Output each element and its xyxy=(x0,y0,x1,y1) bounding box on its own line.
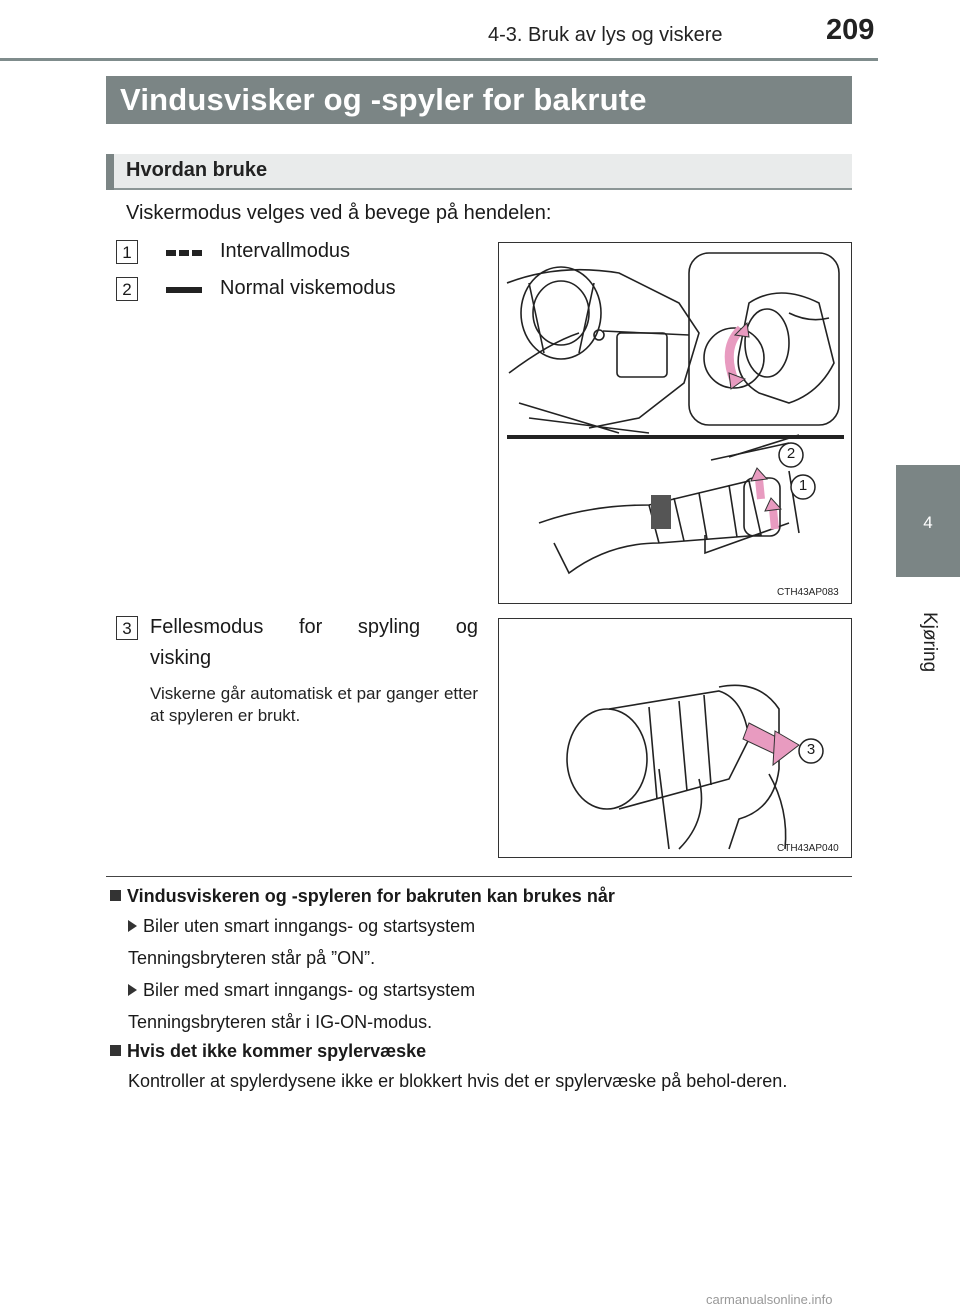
section-title: Vindusvisker og -spyler for bakrute xyxy=(120,82,647,117)
triangle-bullet-icon xyxy=(128,920,137,932)
note-2-heading: Hvis det ikke kommer spylervæske xyxy=(110,1041,426,1062)
square-bullet-icon xyxy=(110,890,121,901)
normal-mode-symbol xyxy=(166,287,202,293)
item-number-1: 1 xyxy=(116,240,138,264)
footer-watermark: carmanualsonline.info xyxy=(706,1292,833,1307)
item-label-3b: visking xyxy=(150,647,212,669)
header-section-title: 4-3. Bruk av lys og viskere xyxy=(488,24,723,46)
chapter-tab xyxy=(896,465,960,577)
subsection-title: Hvordan bruke xyxy=(126,159,268,181)
callout-2: 2 xyxy=(786,445,796,462)
item-number-2: 2 xyxy=(116,277,138,301)
section-divider xyxy=(106,876,852,877)
figure-washer-lever xyxy=(498,618,852,858)
wiper-lever-illustration xyxy=(499,243,850,602)
callout-1: 1 xyxy=(798,477,808,494)
note-1-sub-2-text: Tenningsbryteren står i IG-ON-modus. xyxy=(128,1012,433,1032)
square-bullet-icon xyxy=(110,1045,121,1056)
item-number-3: 3 xyxy=(116,616,138,640)
subsection-marker xyxy=(106,154,114,190)
subsection-header xyxy=(106,154,852,190)
washer-lever-illustration xyxy=(499,619,850,856)
item-description-3: Viskerne går automatisk et par ganger etter at spyleren er brukt. xyxy=(150,684,478,725)
note-1-sub-1: Biler uten smart inngangs- og startsystem xyxy=(128,914,475,938)
chapter-title: Kjøring xyxy=(919,612,940,673)
figure-code: CTH43AP083 xyxy=(777,587,839,598)
item-label-2: Normal viskemodus xyxy=(220,277,396,299)
figure-wiper-lever xyxy=(498,242,852,604)
intro-text: Viskermodus velges ved å bevege på hendelen: xyxy=(126,202,552,224)
note-1-sub-1-text: Tenningsbryteren står på ”ON”. xyxy=(128,948,376,968)
page-number: 209 xyxy=(826,14,875,46)
triangle-bullet-icon xyxy=(128,984,137,996)
note-1-sub-2: Biler med smart inngangs- og startsystem xyxy=(128,978,475,1002)
item-label-3a: Fellesmodus for spyling og xyxy=(150,616,478,638)
header-divider xyxy=(0,58,878,61)
note-2-text: Kontroller at spylerdysene ikke er blokkert hvis det er spylervæske på behol-deren. xyxy=(128,1071,788,1091)
chapter-number: 4 xyxy=(923,513,933,532)
item-label-1: Intervallmodus xyxy=(220,240,351,262)
section-title-bar xyxy=(106,76,852,124)
figure-code: CTH43AP040 xyxy=(777,843,839,854)
callout-3: 3 xyxy=(806,741,816,758)
note-1-heading: Vindusviskeren og -spyleren for bakruten kan brukes når xyxy=(110,886,615,907)
